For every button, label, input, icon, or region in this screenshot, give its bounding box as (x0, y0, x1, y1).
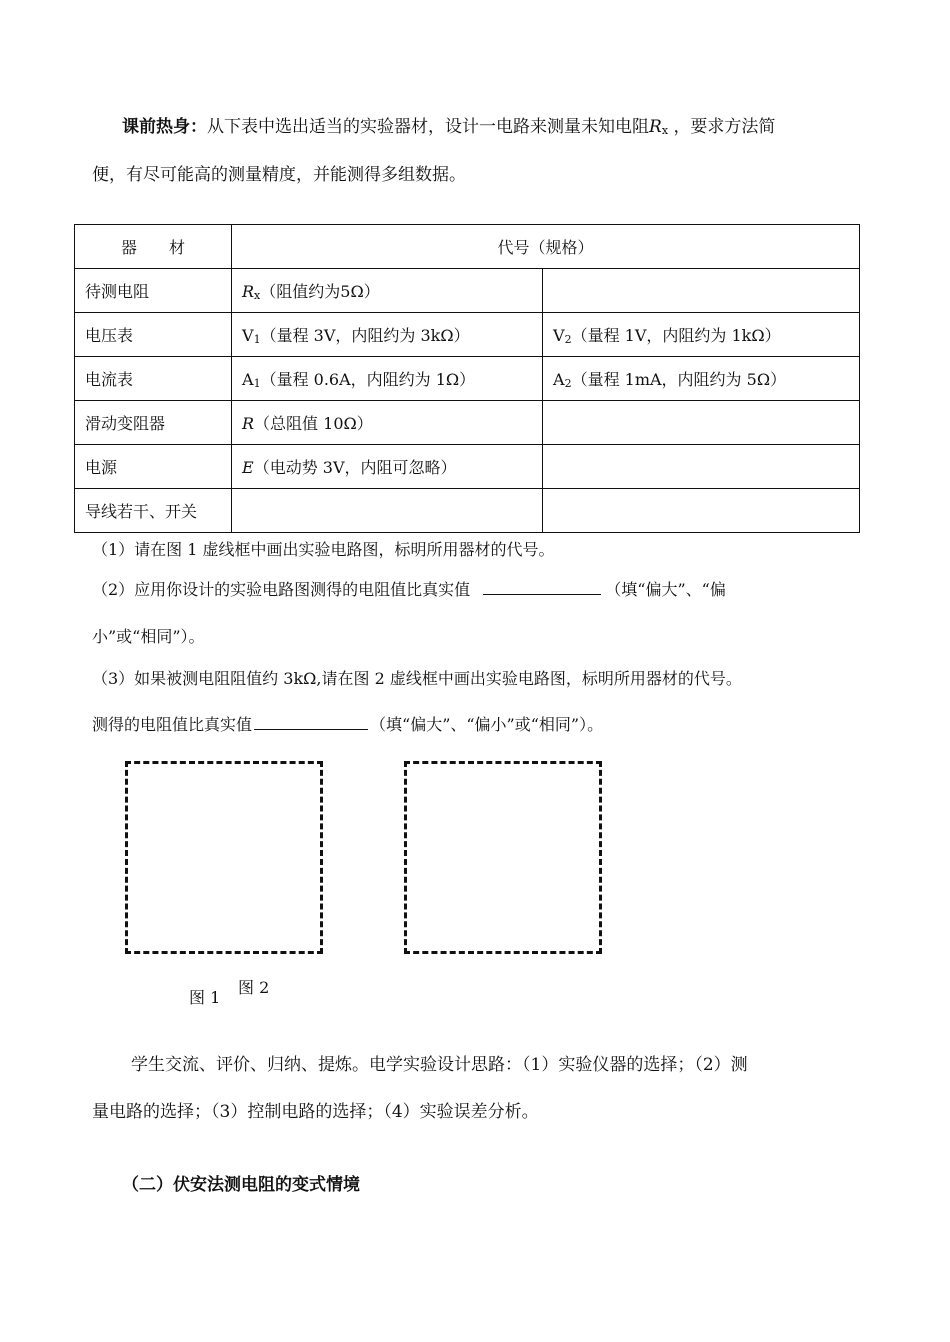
symbol-sub: 1 (253, 377, 261, 390)
symbol: V (553, 326, 565, 345)
symbol: R (242, 282, 255, 301)
table-row (75, 445, 860, 489)
row-spec-b (543, 401, 860, 445)
row-spec-b (543, 489, 860, 533)
row-spec-a (232, 357, 543, 401)
row-name: 滑动变阻器 (75, 401, 232, 445)
rx-subscript: x (661, 124, 669, 137)
symbol: A (553, 370, 565, 389)
table-row (75, 357, 860, 401)
row-spec-a (232, 401, 543, 445)
warmup-line-2: 便，有尽可能高的测量精度，并能测得多组数据。 (92, 165, 466, 185)
spec-text: （量程 1mA，内阻约为 5Ω） (571, 370, 787, 389)
spec-text: （电动势 3V，内阻可忽略） (253, 458, 457, 477)
warmup-label: 课前热身： (122, 117, 207, 137)
row-name: 电流表 (75, 357, 232, 401)
table-header-row (75, 225, 860, 269)
symbol: E (242, 458, 254, 477)
symbol-sub: 2 (564, 377, 572, 390)
row-spec-a (232, 313, 543, 357)
answer-blank-2[interactable] (483, 578, 601, 595)
table-row (75, 489, 860, 533)
header-spec: 代号（规格） (232, 225, 860, 269)
row-name: 待测电阻 (75, 269, 232, 313)
symbol-sub: 2 (564, 333, 572, 346)
answer-blank-3[interactable] (254, 713, 368, 730)
row-name: 电源 (75, 445, 232, 489)
table-row (75, 313, 860, 357)
question-3-line-1: （3）如果被测电阻阻值约 3kΩ,请在图 2 虚线框中画出实验电路图，标明所用器材的代号。 (92, 669, 742, 688)
row-name: 导线若干、开关 (75, 489, 232, 533)
symbol-sub: x (254, 289, 261, 302)
figure-2-box[interactable] (404, 761, 602, 954)
warmup-text: 从下表中选出适当的实验器材，设计一电路来测量未知电阻 (207, 117, 649, 137)
spec-text: （总阻值 10Ω） (254, 414, 373, 433)
summary-line-2: 量电路的选择；（3）控制电路的选择；（4）实验误差分析。 (92, 1102, 539, 1122)
spec-text: （量程 0.6A，内阻约为 1Ω） (260, 370, 476, 389)
warmup-line-1 (122, 112, 775, 137)
question-1: （1）请在图 1 虚线框中画出实验电路图，标明所用器材的代号。 (92, 540, 555, 559)
symbol: A (242, 370, 254, 389)
figure-1-box[interactable] (125, 761, 323, 954)
section-heading: （二）伏安法测电阻的变式情境 (122, 1175, 360, 1195)
rx-symbol: R (649, 117, 662, 137)
row-spec-b (543, 313, 860, 357)
question-3-hint: （填“偏大”、“偏小”或“相同”）。 (370, 715, 604, 734)
symbol: R (242, 414, 255, 433)
spec-text: （阻值约为5Ω） (260, 282, 380, 301)
row-spec-a (232, 445, 543, 489)
symbol: V (242, 326, 254, 345)
summary-line-1: 学生交流、评价、归纳、提炼。电学实验设计思路：（1）实验仪器的选择；（2）测 (131, 1055, 748, 1075)
question-3-line-2 (92, 712, 603, 735)
spec-text: （量程 3V，内阻约为 3kΩ） (260, 326, 470, 345)
figure-1-label: 图 1 (189, 988, 221, 1007)
question-2-line-2: 小”或“相同”）。 (92, 627, 205, 646)
question-2-line-1 (92, 577, 726, 600)
figure-2-label: 图 2 (238, 978, 270, 997)
question-2-text: （2）应用你设计的实验电路图测得的电阻值比真实值 (92, 580, 471, 599)
row-spec-a (232, 489, 543, 533)
row-spec-b (543, 357, 860, 401)
row-spec-b (543, 269, 860, 313)
question-3-text: 测得的电阻值比真实值 (92, 715, 253, 734)
table-row (75, 269, 860, 313)
table-row (75, 401, 860, 445)
symbol-sub: 1 (253, 333, 261, 346)
spec-text: （量程 1V，内阻约为 1kΩ） (571, 326, 781, 345)
row-spec-b (543, 445, 860, 489)
question-2-hint: （填“偏大”、“偏 (605, 580, 726, 599)
row-spec-a (232, 269, 543, 313)
warmup-tail: ，要求方法简 (673, 117, 776, 137)
equipment-table (74, 224, 860, 533)
row-name: 电压表 (75, 313, 232, 357)
header-equipment: 器 材 (75, 225, 232, 269)
